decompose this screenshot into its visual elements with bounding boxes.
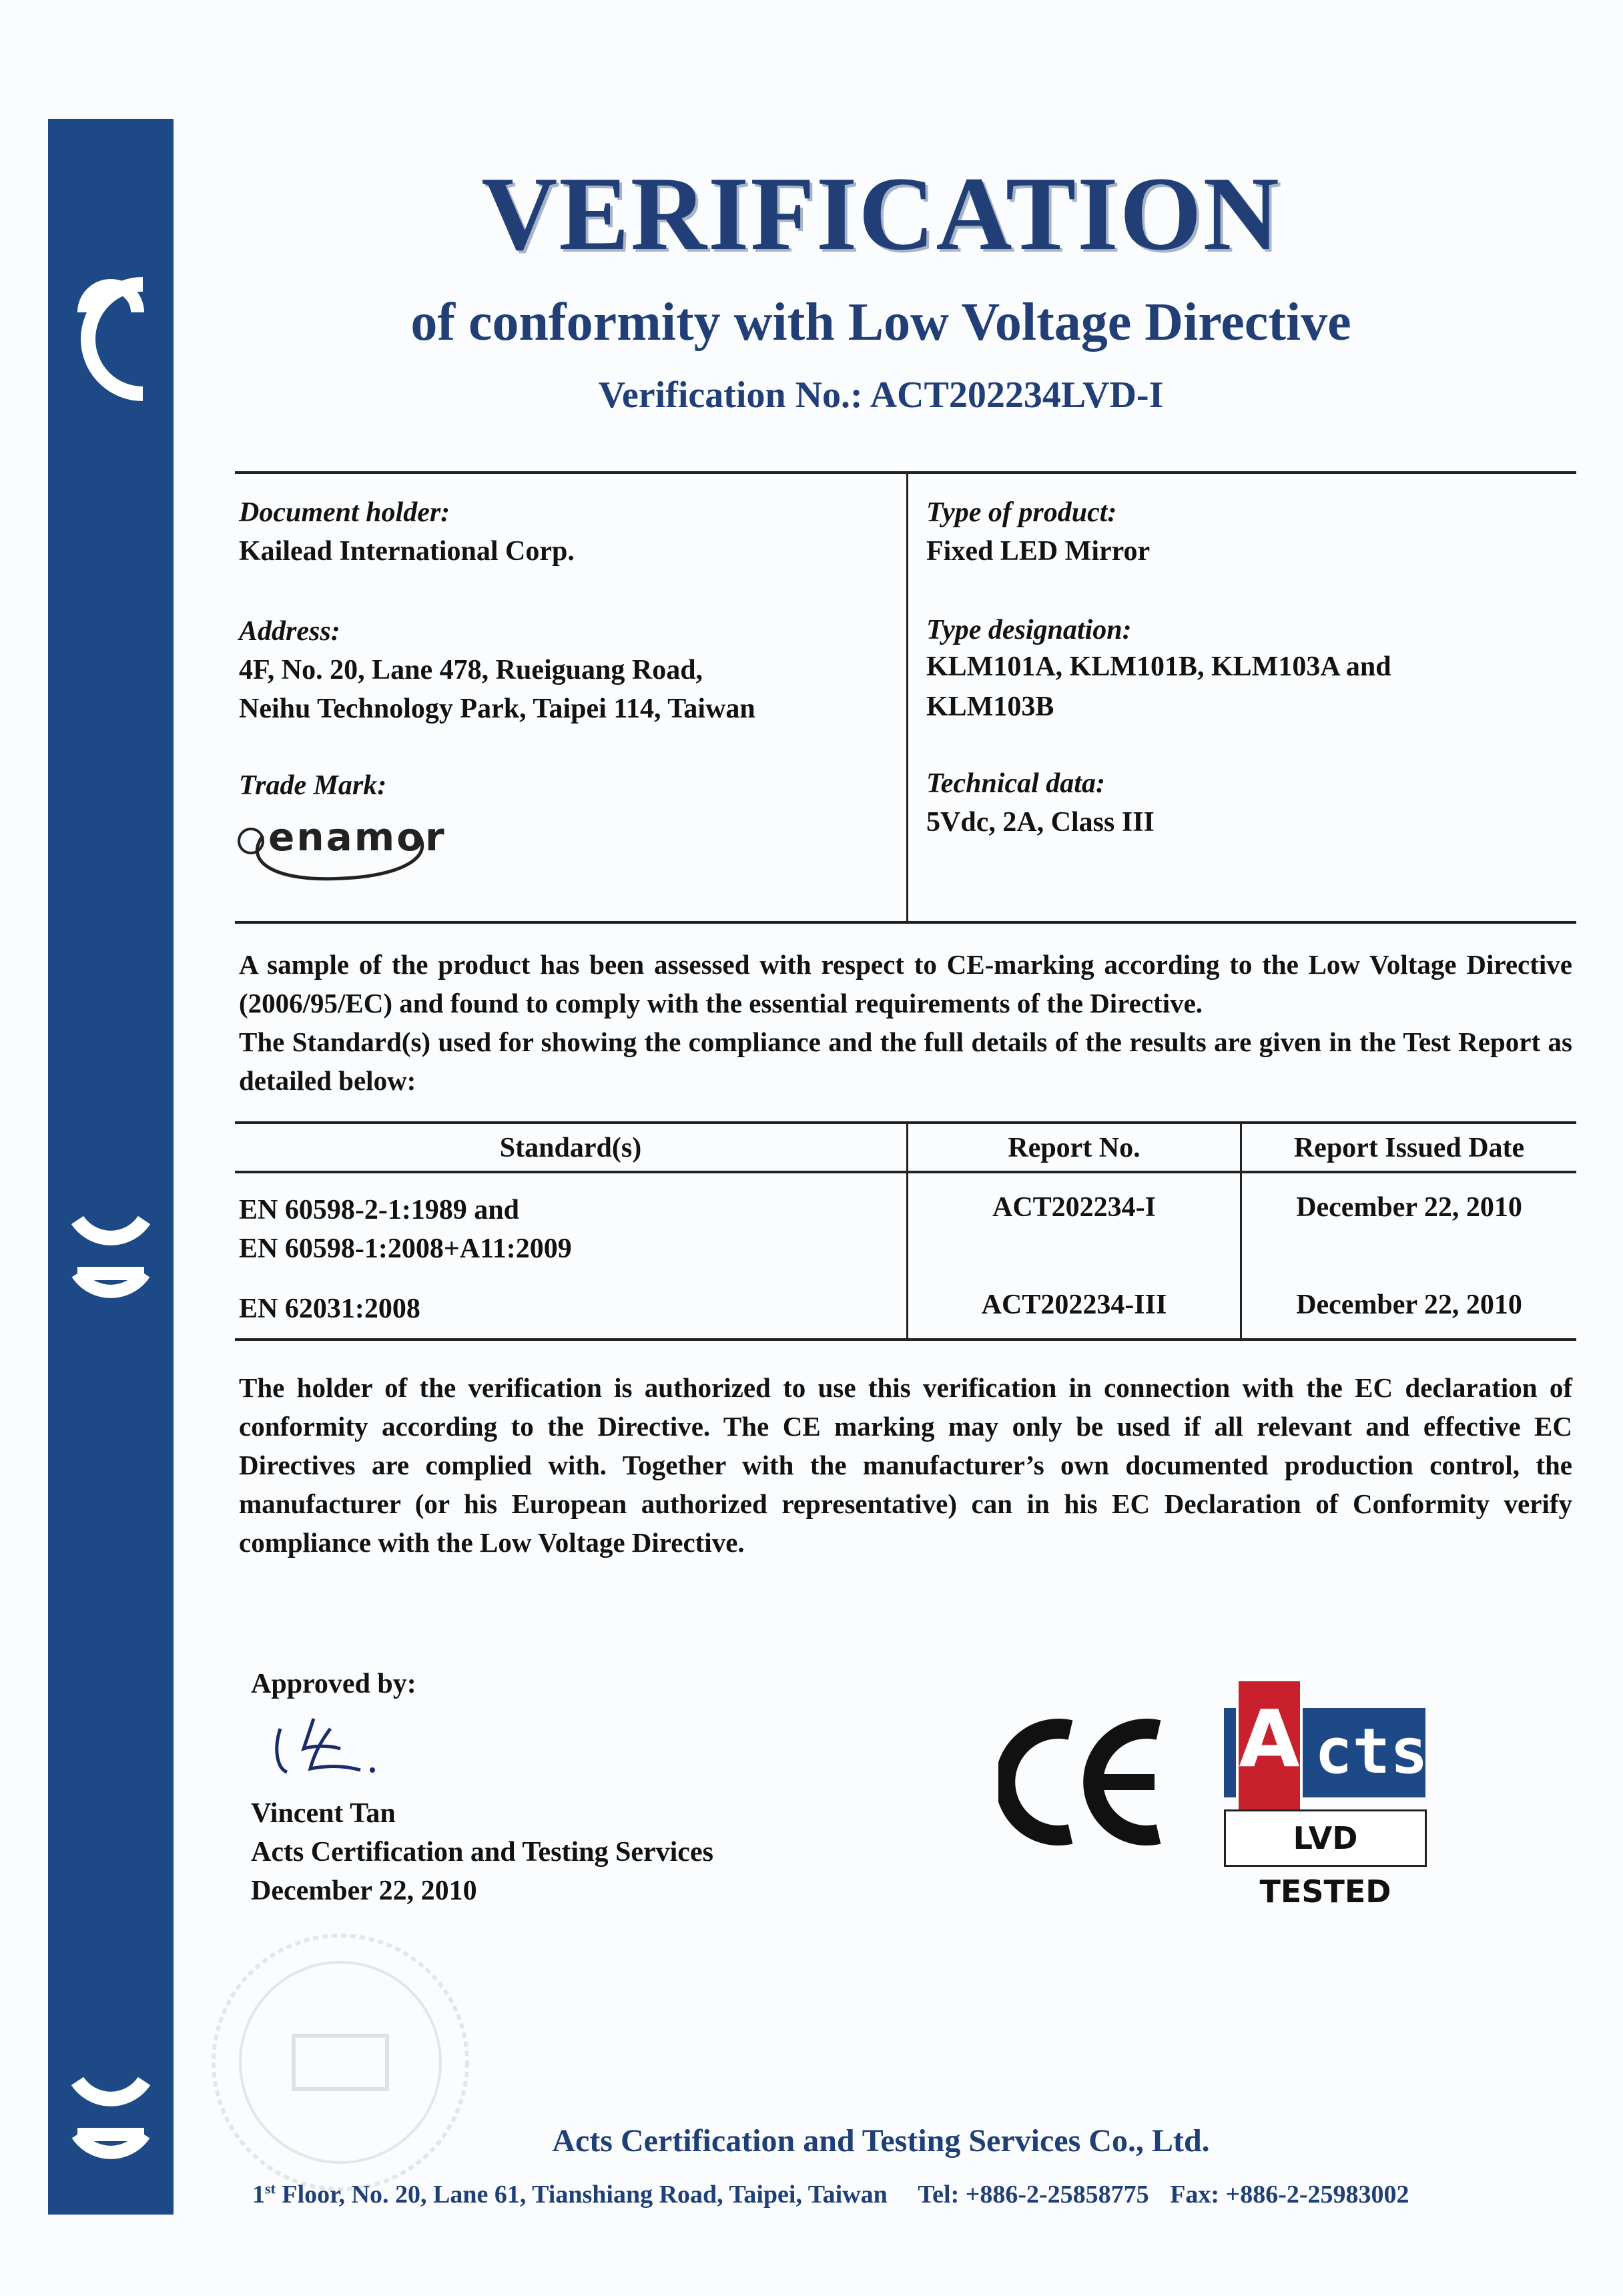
acts-word: cts [1315, 1715, 1428, 1788]
address-line2: Neihu Technology Park, Taipei 114, Taiwan [239, 693, 755, 724]
document-title: VERIFICATION [481, 156, 1281, 272]
table-row [239, 1191, 572, 1268]
document-subtitle: of conformity with Low Voltage Directive [410, 293, 1351, 352]
acts-lvd-logo [1224, 1679, 1428, 1910]
floor-number: 1 [252, 2181, 265, 2209]
divider [235, 921, 1576, 924]
approval-date: December 22, 2010 [251, 1876, 477, 1906]
approver-name: Vincent Tan [251, 1798, 396, 1829]
report-date: December 22, 2010 [1296, 1192, 1522, 1223]
signature-icon [267, 1709, 400, 1782]
acts-letter: A [1239, 1693, 1300, 1785]
holder-value: Kailead International Corp. [239, 536, 575, 567]
logo-text: enamor [268, 814, 446, 860]
assessment-text: A sample of the product has been assessed with respect to CE-marking according to the Low Voltage Directive (2006/95/EC) and found to comply with the essential requirements of the Directive. [239, 949, 1572, 1019]
technical-label: Technical data: [926, 768, 1105, 799]
ce-logo-icon [998, 1714, 1172, 1850]
address-line1: 4F, No. 20, Lane 478, Rueiguang Road, [239, 655, 703, 685]
side-band [48, 119, 174, 2215]
footer-company: Acts Certification and Testing Services Co., Ltd. [552, 2123, 1210, 2159]
holder-label: Document holder: [239, 497, 450, 528]
designation-label: Type designation: [926, 615, 1132, 645]
approved-by-label: Approved by: [251, 1669, 416, 1699]
table-rule [235, 1171, 1576, 1173]
technical-value: 5Vdc, 2A, Class III [926, 807, 1155, 838]
standard-line: EN 60598-1:2008+A11:2009 [239, 1233, 572, 1264]
footer-fax: Fax: +886-2-25983002 [1170, 2181, 1409, 2209]
standard-line: EN 60598-2-1:1989 and [239, 1195, 520, 1225]
ce-mark-icon [64, 1207, 157, 1340]
report-number: ACT202234-I [992, 1192, 1156, 1223]
embossed-seal-icon [200, 1922, 480, 2203]
report-number: ACT202234-III [981, 1289, 1167, 1320]
authorization-paragraph: The holder of the verification is authorized to use this verification in connection with the EC declaration of conformity according to the Directive. The CE marking may only be used if all relevant and effective EC Directives are complied with. Together with the manufacturer’s own documented production control, the manufacturer (or his European authorized representative) can in his EC Declaration of Conformity verify compliance with the Low Voltage Directive. [239, 1372, 1572, 1558]
column-header-date: Report Issued Date [1293, 1133, 1525, 1163]
product-type-value: Fixed LED Mirror [926, 536, 1151, 567]
table-rule [235, 1338, 1576, 1341]
assessment-paragraph [239, 945, 1572, 1100]
designation-line1: KLM101A, KLM101B, KLM103A and [926, 651, 1391, 682]
designation-line2: KLM103B [926, 691, 1054, 722]
report-date: December 22, 2010 [1296, 1289, 1522, 1320]
standards-text: The Standard(s) used for showing the compliance and the full details of the results are given in the Test Report as detailed below: [239, 1027, 1572, 1096]
enamor-logo [236, 809, 446, 882]
floor-suffix: st [265, 2180, 276, 2197]
divider [235, 471, 1576, 474]
column-header-standard: Standard(s) [499, 1133, 642, 1163]
street-address: Floor, No. 20, Lane 61, Tianshiang Road, Taipei, Taiwan [275, 2181, 888, 2209]
lvd-tested-label: LVD TESTED [1224, 1809, 1427, 1867]
divider [906, 471, 908, 922]
verification-number: Verification No.: ACT202234LVD-I [598, 374, 1164, 416]
address-label: Address: [239, 616, 340, 647]
product-type-label: Type of product: [926, 497, 1117, 528]
approver-organization: Acts Certification and Testing Services [251, 1837, 713, 1868]
column-header-report: Report No. [1008, 1133, 1141, 1163]
trademark-label: Trade Mark: [239, 770, 387, 801]
footer-address [252, 2180, 1409, 2209]
table-rule [235, 1121, 1576, 1124]
standard-line: EN 62031:2008 [239, 1294, 420, 1324]
footer-tel: Tel: +886-2-25858775 [918, 2181, 1149, 2209]
